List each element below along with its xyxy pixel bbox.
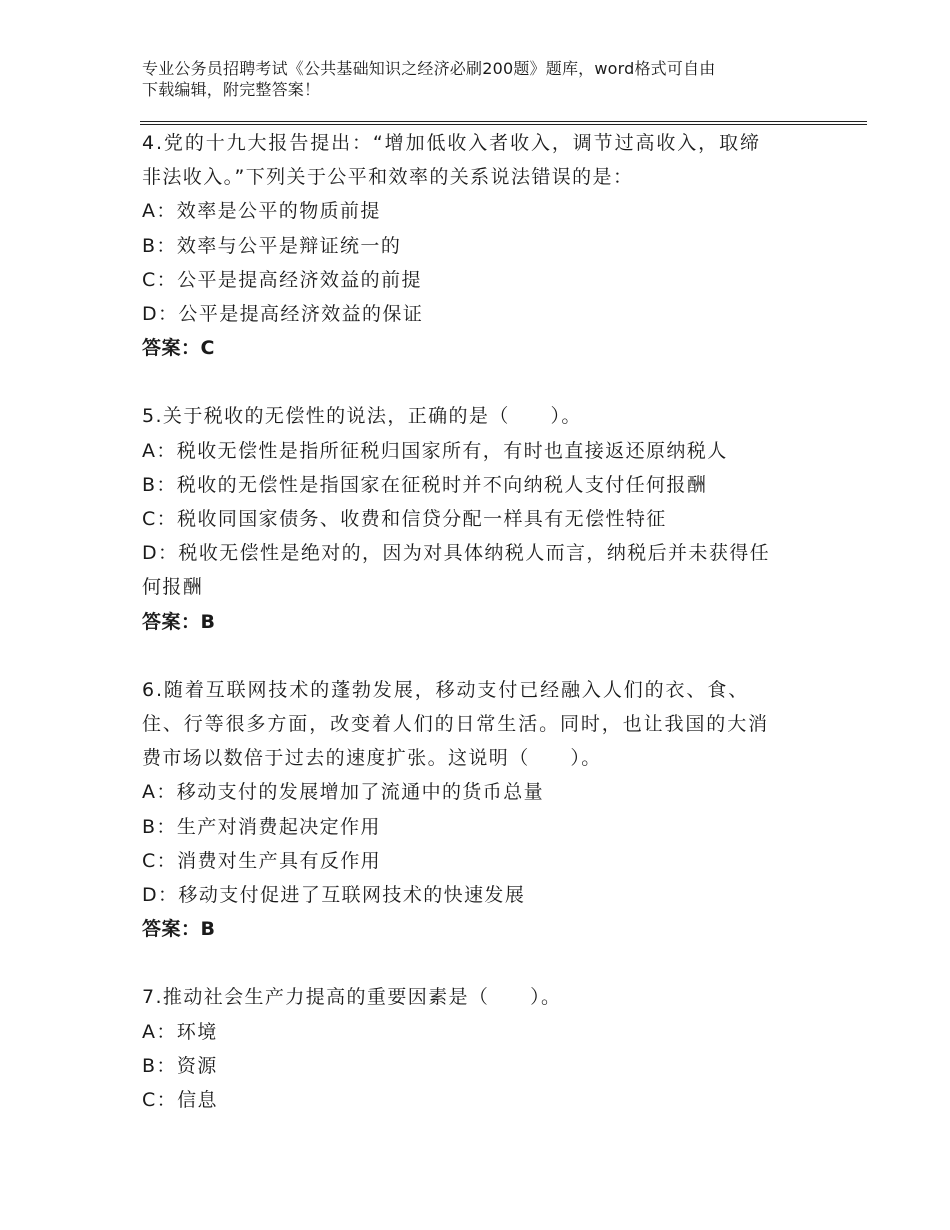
option-c: C：消费对生产具有反作用 [142,849,382,872]
question-list [142,126,822,1117]
question-7 [142,980,822,1117]
answer-label: 答案：B [142,918,216,941]
option-c: C：信息 [142,1089,218,1112]
question-5 [142,399,822,638]
answer-label: 答案：B [142,610,216,633]
option-d-continued: 何报酬 [142,576,204,599]
option-c: C：税收同国家债务、收费和信贷分配一样具有无偿性特征 [142,508,667,531]
option-c: C：公平是提高经济效益的前提 [142,268,422,291]
question-stem-line: 住、行等很多方面，改变着人们的日常生活。同时，也让我国的大消 [142,713,770,736]
option-d: D：税收无偿性是绝对的，因为对具体纳税人而言，纳税后并未获得任 [142,542,771,565]
question-stem-line: 5.关于税收的无偿性的说法，正确的是（ ）。 [142,405,582,428]
header-line-1: 专业公务员招聘考试《公共基础知识之经济必刷200题》题库，word格式可自由 [142,59,716,78]
question-4 [142,126,822,365]
option-a: A：效率是公平的物质前提 [142,200,381,223]
option-b: B：税收的无偿性是指国家在征税时并不向纳税人支付任何报酬 [142,473,708,496]
header-divider [140,121,867,125]
option-b: B：效率与公平是辩证统一的 [142,234,402,257]
question-stem-line: 费市场以数倍于过去的速度扩张。这说明（ ）。 [142,747,602,770]
answer-label: 答案：C [142,337,215,360]
question-stem-line: 4.党的十九大报告提出：“增加低收入者收入，调节过高收入，取缔 [142,132,761,154]
question-stem-line: 6.随着互联网技术的蓬勃发展，移动支付已经融入人们的衣、食、 [142,678,750,701]
option-d: D：公平是提高经济效益的保证 [142,303,424,326]
question-stem-line: 非法收入。”下列关于公平和效率的关系说法错误的是： [142,166,634,189]
option-d: D：移动支付促进了互联网技术的快速发展 [142,884,526,907]
option-a: A：环境 [142,1020,218,1043]
page-header [142,58,822,100]
option-a: A：移动支付的发展增加了流通中的货币总量 [142,781,544,804]
option-a: A：税收无偿性是指所征税归国家所有，有时也直接返还原纳税人 [142,439,728,462]
question-stem-line: 7.推动社会生产力提高的重要因素是（ ）。 [142,986,562,1009]
question-6 [142,673,822,947]
option-b: B：资源 [142,1054,218,1077]
header-line-2: 下载编辑，附完整答案！ [142,80,321,99]
option-b: B：生产对消费起决定作用 [142,815,381,838]
